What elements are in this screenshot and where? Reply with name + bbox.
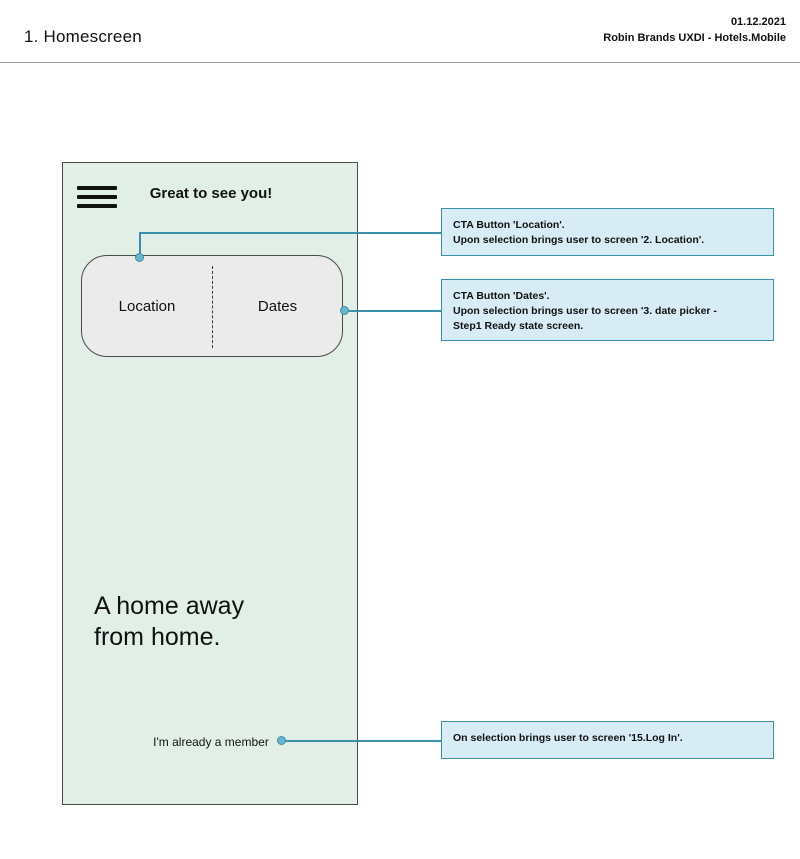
annotation-location-line-1: CTA Button 'Location'.	[453, 219, 565, 231]
leader-line-login	[281, 740, 441, 742]
anchor-dot-login	[277, 736, 286, 745]
anchor-dot-dates	[340, 306, 349, 315]
annotation-dates	[441, 279, 774, 341]
page-title: 1. Homescreen	[24, 27, 142, 46]
annotation-dates-line-2: Upon selection brings user to screen '3. date picker -	[453, 305, 717, 317]
greeting-text: Great to see you!	[149, 185, 273, 202]
anchor-dot-location	[135, 253, 144, 262]
annotation-dates-line-3: Step1 Ready state screen.	[453, 320, 584, 332]
header-project: Robin Brands UXDI - Hotels.Mobile	[603, 32, 786, 44]
tagline	[94, 591, 244, 653]
tagline-line-2: from home.	[94, 623, 221, 651]
annotation-login	[441, 721, 774, 759]
leader-line-location-horizontal	[139, 232, 441, 234]
header-divider	[0, 62, 800, 63]
leader-line-dates	[344, 310, 441, 312]
member-login-link[interactable]: I'm already a member	[153, 735, 269, 749]
annotation-login-line-1: On selection brings user to screen '15.Log In'.	[453, 732, 683, 744]
annotation-location	[441, 208, 774, 256]
cta-dates-button[interactable]: Dates	[257, 297, 298, 315]
hamburger-bar-3	[77, 204, 117, 208]
header-meta	[603, 14, 786, 46]
tagline-line-1: A home away	[94, 592, 245, 620]
search-card	[81, 255, 343, 357]
phone-screen-mockup	[62, 162, 358, 805]
page-header	[0, 0, 800, 62]
annotation-dates-line-1: CTA Button 'Dates'.	[453, 290, 550, 302]
header-date: 01.12.2021	[730, 16, 786, 28]
annotation-location-line-2: Upon selection brings user to screen '2. Location'.	[453, 234, 705, 246]
cta-location-button[interactable]: Location	[118, 297, 176, 315]
